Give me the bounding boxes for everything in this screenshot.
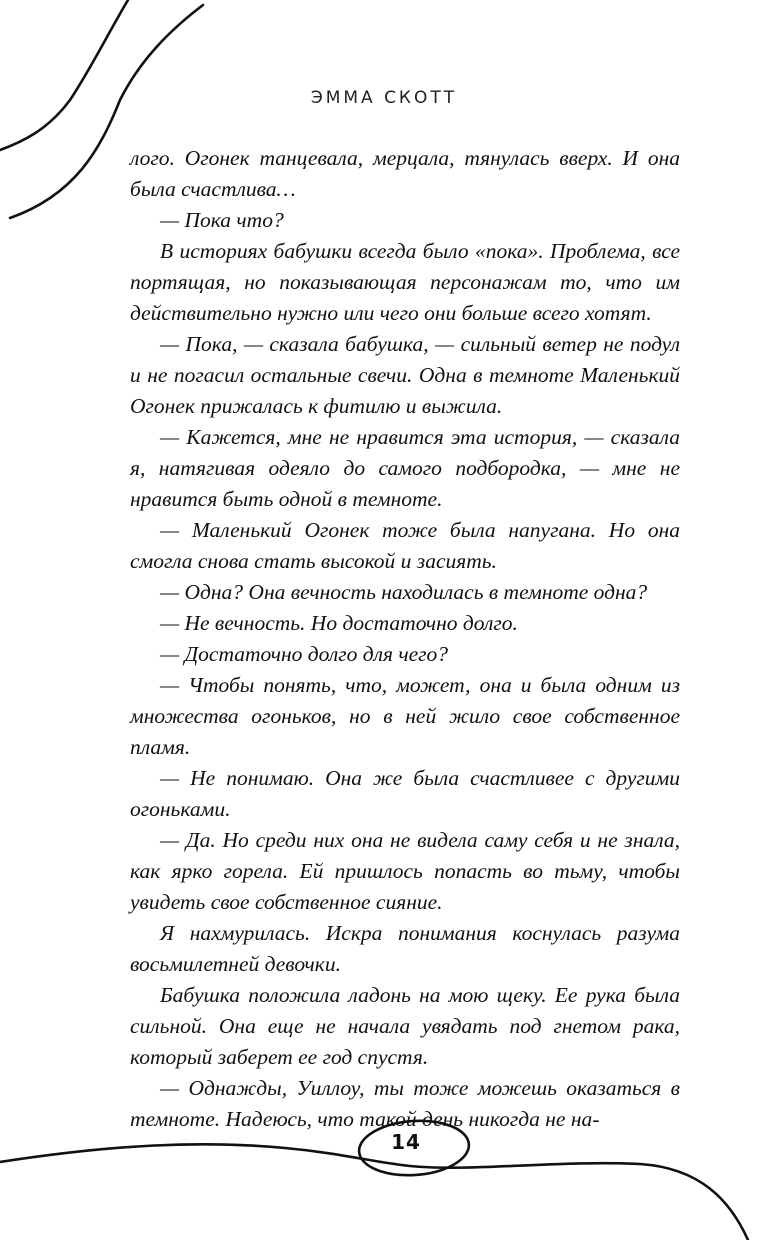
paragraph: — Однажды, Уиллоу, ты тоже можешь оказаться в темноте. Надеюсь, что такой день никогда не на- xyxy=(130,1076,680,1131)
paragraph: — Достаточно долго для чего? xyxy=(160,642,449,666)
paragraph: Бабушка положила ладонь на мою щеку. Ее рука была сильной. Она еще не начала увядать под гнетом рака, который заберет ее год спустя. xyxy=(130,983,680,1069)
top-left-curve-outer xyxy=(0,0,128,150)
paragraph: — Не понимаю. Она же была счастливее с другими огоньками. xyxy=(130,766,680,821)
paragraph: — Кажется, мне не нравится эта история, — сказала я, натягивая одеяло до самого подбородка, — мне не нравится быть одной в темноте. xyxy=(130,425,680,511)
page-number: 14 xyxy=(391,1130,421,1154)
paragraph: — Пока, — сказала бабушка, — сильный ветер не подул и не погасил остальные свечи. Одна в темноте Маленький Огонек прижалась к фитилю и выжила. xyxy=(130,332,680,418)
paragraph: — Чтобы понять, что, может, она и была одним из множества огоньков, но в ней жило свое собственное пламя. xyxy=(130,673,680,759)
paragraph: Я нахмурилась. Искра понимания коснулась разума восьмилетней девочки. xyxy=(130,921,680,976)
running-head-author: ЭММА СКОТТ xyxy=(310,88,458,108)
paragraph: — Одна? Она вечность находилась в темноте одна? xyxy=(160,580,648,604)
paragraph: — Да. Но среди них она не видела саму себя и не знала, как ярко горела. Ей пришлось попасть во тьму, чтобы увидеть свое собственное сияние. xyxy=(130,828,680,914)
body-text xyxy=(130,143,680,1135)
paragraph: — Пока что? xyxy=(160,208,284,232)
paragraph: В историях бабушки всегда было «пока». Проблема, все портящая, но показывающая персонажам то, что им действительно нужно или чего они больше всего хотят. xyxy=(130,239,680,325)
paragraph: — Не вечность. Но достаточно долго. xyxy=(160,611,518,635)
paragraph: — Маленький Огонек тоже была напугана. Но она смогла снова стать высокой и засиять. xyxy=(130,518,680,573)
paragraph: лого. Огонек танцевала, мерцала, тянулась вверх. И она была счастлива… xyxy=(130,146,680,201)
bottom-wave-line xyxy=(0,1144,748,1240)
